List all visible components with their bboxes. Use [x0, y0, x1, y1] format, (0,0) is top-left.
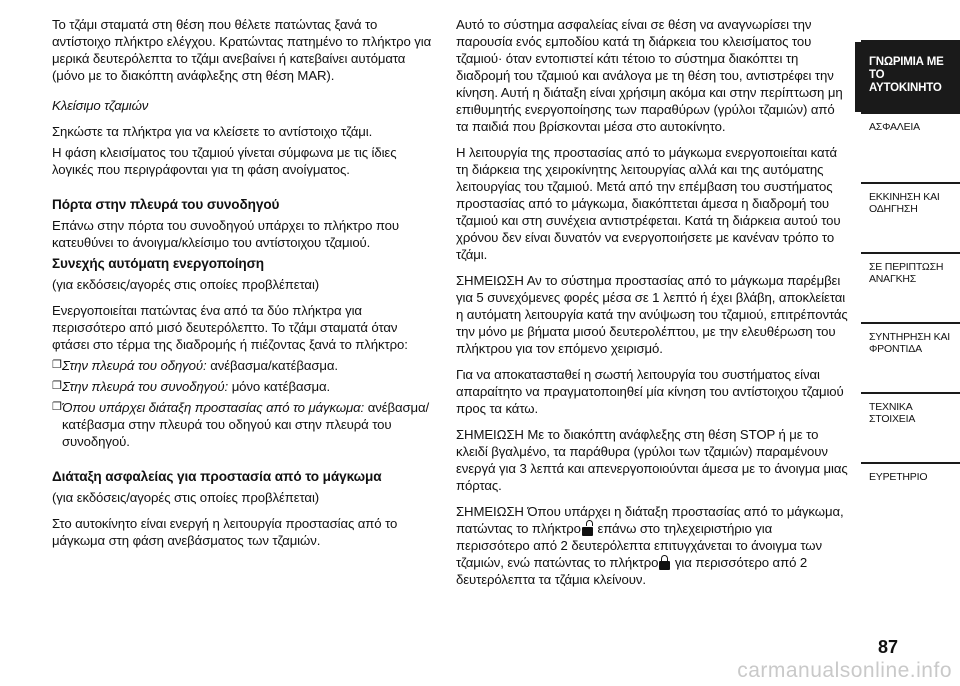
auto-activation-subtitle: (για εκδόσεις/αγορές στις οποίες προβλέπεται) — [52, 277, 320, 292]
auto-activation-paragraph: Ενεργοποιείται πατώντας ένα από τα δύο πλήκτρα για περισσότερο από μισό δευτερόλεπτο. Το τζάμι σταματά όταν φτάσει στο τέρμα της διαδρομής ή πιέζοντας ξανά το πλήκτρο: — [52, 303, 408, 352]
chapter-tab-index[interactable]: ΕΥΡΕΤΗΡΙΟ — [861, 462, 960, 532]
bullet-item — [52, 378, 432, 395]
auto-activation-heading: Συνεχής αυτόματη ενεργοποίηση — [52, 256, 264, 271]
left-column — [52, 16, 432, 558]
lock-icon — [659, 555, 670, 570]
bullet-list — [52, 357, 432, 450]
right-column — [456, 16, 848, 597]
bullet-label: Στην πλευρά του συνοδηγού: — [62, 379, 229, 394]
bullet-text: μόνο κατέβασμα. — [228, 379, 331, 394]
anti-pinch-heading: Διάταξη ασφαλείας για προστασία από το μάγκωμα — [52, 469, 382, 484]
watermark: carmanualsonline.info — [737, 659, 952, 682]
chapter-tab-starting-driving[interactable]: ΕΚΚΙΝΗΣΗ ΚΑΙ ΟΔΗΓΗΣΗ — [861, 182, 960, 252]
passenger-door-heading: Πόρτα στην πλευρά του συνοδηγού — [52, 197, 280, 212]
chapter-tab-emergency[interactable]: ΣΕ ΠΕΡΙΠΤΩΣΗ ΑΝΑΓΚΗΣ — [861, 252, 960, 322]
note-remote-text-a: ΣΗΜΕΙΩΣΗ Όπου υπάρχει η διάταξη προστασίας από το μάγκωμα, πατώντας το πλήκτρο — [456, 504, 844, 536]
page-number: 87 — [878, 637, 899, 657]
note-remote-control — [456, 503, 848, 588]
note-remote-text-c: για περισσότερο από 2 δευτερόλεπτα τα τζάμια κλείνουν. — [456, 555, 808, 587]
checkbox-bullet-icon: ❐ — [52, 401, 62, 413]
chapter-tab-maintenance[interactable]: ΣΥΝΤΗΡΗΣΗ ΚΑΙ ΦΡΟΝΤΙΔΑ — [861, 322, 960, 392]
checkbox-bullet-icon: ❐ — [52, 380, 62, 392]
bullet-item — [52, 399, 432, 450]
right-paragraph-4: Για να αποκατασταθεί η σωστή λειτουργία του συστήματος είναι απαραίτητο να πραγματοποιηθεί μία κίνηση του αντίστοιχου τζαμιού προς τα κάτω. — [456, 367, 844, 416]
right-paragraph-1: Αυτό το σύστημα ασφαλείας είναι σε θέση να αναγνωρίσει την παρουσία ενός εμποδίου κατά τη διάρκεια του κλεισίματος του τζαμιού· όταν εντοπιστεί κάτι τέτοιο το σύστημα διακόπτει τη διαδρομή του τζαμιού και ανάλογα με τη θέση του, αντιστρέφει την κίνηση. Αυτή η διάταξη είναι χρήσιμη ακόμα και στην περίπτωση μη επιθυμητής ενεργοποίησης των παραθύρων (γρύλοι τζαμιών) από τα παιδιά που βρίσκονται μέσα στο αυτοκίνητο. — [456, 17, 843, 134]
passenger-door-paragraph: Επάνω στην πόρτα του συνοδηγού υπάρχει το πλήκτρο που κατευθύνει το άνοιγμα/κλείσιμο του αντίστοιχου τζαμιού. — [52, 218, 400, 250]
closing-heading: Κλείσιμο τζαμιών — [52, 98, 149, 113]
chapter-index-sidebar — [861, 40, 960, 532]
note-anti-pinch-failure: ΣΗΜΕΙΩΣΗ Αν το σύστημα προστασίας από το μάγκωμα παρέμβει για 5 συνεχόμενες φορές μέσα σε 1 λεπτό ή έχει βλάβη, αποκλείεται η αυτόματη λειτουργία κατά την ανύψωση του τζαμιού, επιτρέποντάς την μόνο με βήματα μισού δευτερολέπτου, με την ελευθέρωση του πλήκτρου για τον επόμενο χειρισμό. — [456, 273, 848, 356]
bullet-item — [52, 357, 432, 374]
note-remote-text-b: επάνω στο τηλεχειριστήριο για περισσότερο από 2 δευτερόλεπτα επιτυγχάνεται το άνοιγμα των τζαμιών, ενώ πατώντας το πλήκτρο — [456, 521, 822, 570]
checkbox-bullet-icon: ❐ — [52, 359, 62, 371]
anti-pinch-subtitle: (για εκδόσεις/αγορές στις οποίες προβλέπεται) — [52, 490, 320, 505]
unlock-icon — [582, 521, 593, 536]
bullet-label: Όπου υπάρχει διάταξη προστασίας από το μάγκωμα: — [62, 400, 365, 415]
closing-paragraph-1: Σηκώστε τα πλήκτρα για να κλείσετε το αντίστοιχο τζάμι. — [52, 124, 373, 139]
right-paragraph-2: Η λειτουργία της προστασίας από το μάγκωμα ενεργοποιείται κατά τη διάρκεια της χειροκίνητης λειτουργίας αλλά και της αυτόματης λειτουργίας του τζαμιού. Μετά από την επέμβαση του συστήματος προστασίας από το μάγκωμα, διακόπτεται άμεσα η διαδρομή του τζαμιού και στη συνέχεια αντιστρέφεται. Κατά τη διάρκεια αυτού του χρόνου δεν είναι δυνατόν να ενεργοποιήσετε με κανέναν τρόπο το τζάμι. — [456, 145, 841, 262]
bullet-text: ανέβασμα/κατέβασμα. — [206, 358, 339, 373]
note-ignition-stop: ΣΗΜΕΙΩΣΗ Με το διακόπτη ανάφλεξης στη θέση STOP ή με το κλειδί βγαλμένο, τα παράθυρα (γρύλοι των τζαμιών) παραμένουν ενεργά για 3 λεπτά και απενεργοποιούνται άμεσα με το άνοιγμα μιας πόρτας. — [456, 427, 848, 493]
chapter-tab-technical-data[interactable]: ΤΕΧΝΙΚΑ ΣΤΟΙΧΕΙΑ — [861, 392, 960, 462]
anti-pinch-paragraph: Στο αυτοκίνητο είναι ενεργή η λειτουργία προστασίας από το μάγκωμα στη φάση ανεβάσματος των τζαμιών. — [52, 516, 398, 548]
chapter-tab-safety[interactable]: ΑΣΦΑΛΕΙΑ — [861, 112, 960, 182]
chapter-tab-getting-to-know[interactable]: ΓΝΩΡΙΜΙΑ ΜΕ ΤΟ ΑΥΤΟΚΙΝΗΤΟ — [861, 40, 960, 112]
bullet-label: Στην πλευρά του οδηγού: — [62, 358, 207, 373]
intro-paragraph: Το τζάμι σταματά στη θέση που θέλετε πατώντας ξανά το αντίστοιχο πλήκτρο ελέγχου. Κρατώντας πατημένο το πλήκτρο για μερικά δευτερόλεπτα το τζάμι ανεβαίνει ή κατεβαίνει αυτόματα (μόνο με το διακόπτη ανάφλεξης στη θέση MAR). — [52, 17, 432, 83]
closing-paragraph-2: Η φάση κλεισίματος του τζαμιού γίνεται σύμφωνα με τις ίδιες λογικές που περιγράφονται για τη φάση ανοίγματος. — [52, 145, 397, 177]
bullet-text: ανέβασμα/κατέβασμα στην πλευρά του οδηγού και στην πλευρά του συνοδηγού. — [62, 400, 430, 449]
